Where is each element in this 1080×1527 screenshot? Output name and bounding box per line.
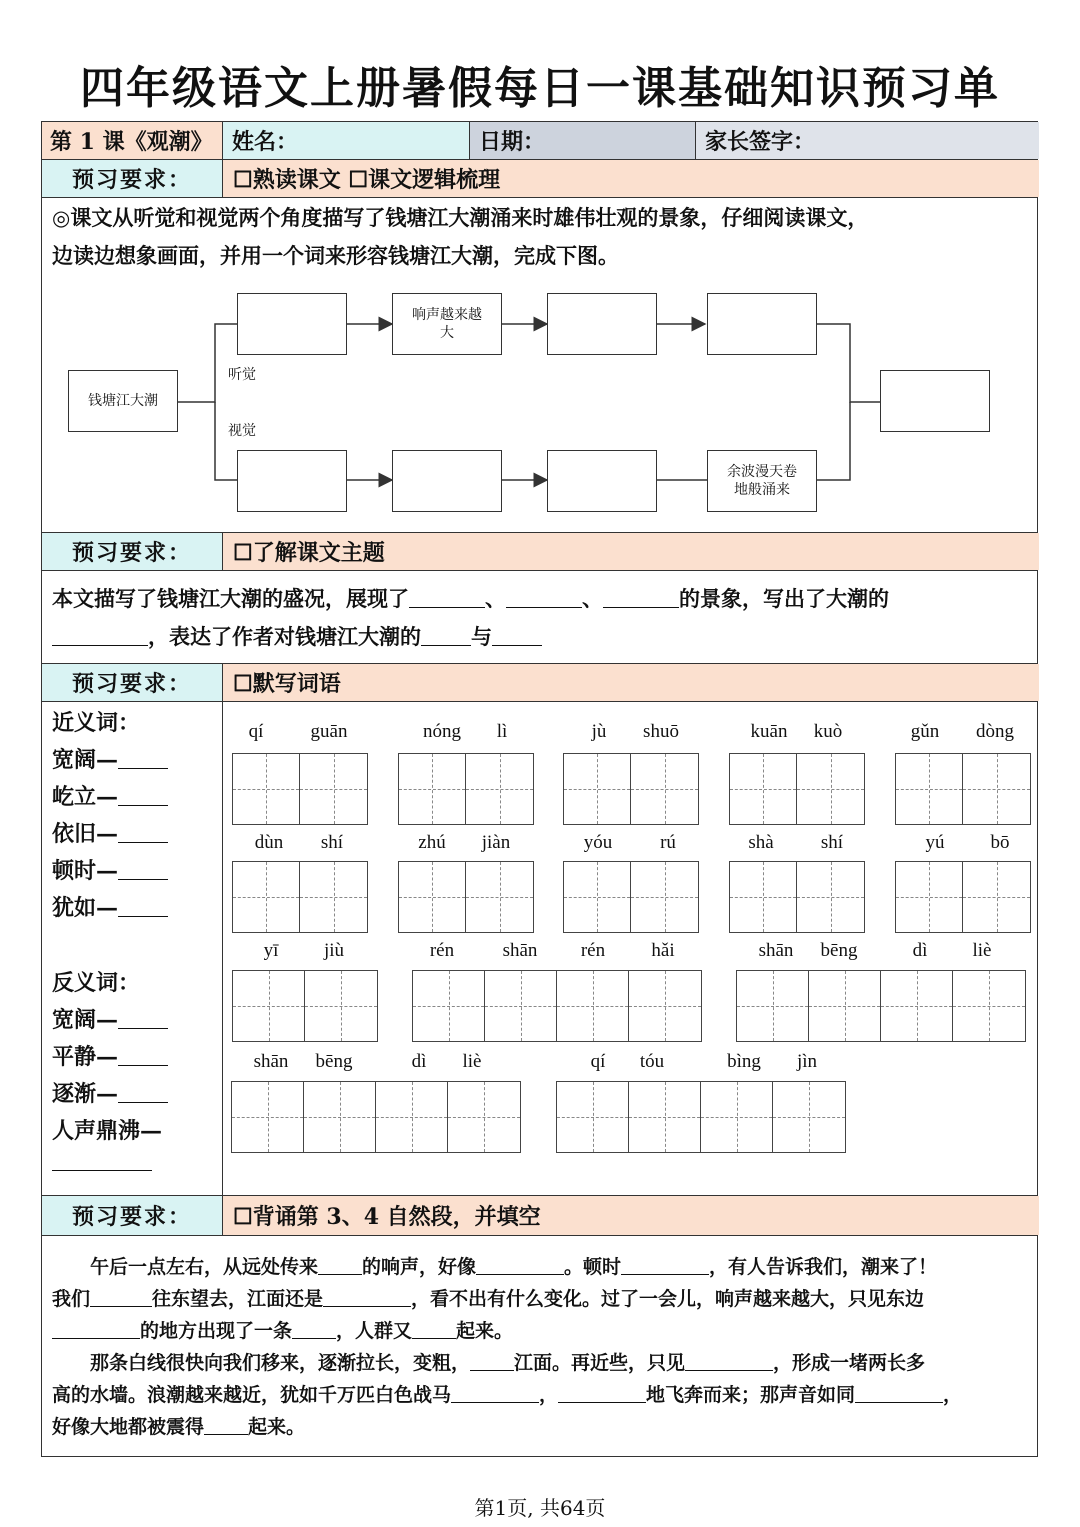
pinyin: yī — [263, 940, 279, 961]
writing-grid[interactable] — [232, 861, 368, 933]
pinyin: shān — [253, 1051, 289, 1072]
writing-grid[interactable] — [563, 861, 699, 933]
pinyin: shān — [758, 940, 794, 961]
pinyin: dùn — [254, 832, 284, 853]
theme-text: 本文描写了钱塘江大潮的盛况，展现了 、 、 的景象，写出了大潮的 ，表达了作者对钱塘江大潮的 与 — [52, 586, 889, 649]
antonyms-heading: 反义词： — [52, 970, 141, 996]
pinyin: yóu — [583, 832, 613, 853]
diagram-root-node: 钱塘江大潮 — [68, 370, 178, 432]
synonym-item: 屹立— — [52, 780, 168, 811]
recite-text: 午后一点左右，从远处传来 的响声，好像 。顿时 ，有人告诉我们，潮来了！ 我们 往东望去，江面还是 ，看不出有什么变化。过了一会儿，响声越来越大，只见东边 的地方出现了一条 ，人群又 起来。 那条白线很快向我们移来，逐渐拉长，变粗， 江面。再近些，只见 ，形成一堵两长多 高的水墙。浪潮越来越近，犹如千万匹白色战马 ， 地飞奔而来；那声音如同 ， 好像大地都被震得 起来。 — [52, 1256, 963, 1438]
writing-grid[interactable] — [232, 753, 368, 825]
writing-grid[interactable] — [895, 861, 1031, 933]
pinyin: gǔn — [910, 721, 940, 742]
diagram-blank-node[interactable] — [547, 450, 657, 512]
pinyin: qí — [248, 721, 264, 742]
requirement-label: 预习要求： — [42, 1196, 222, 1235]
pinyin: bēng — [315, 1051, 353, 1072]
writing-grid[interactable] — [232, 970, 378, 1042]
requirement-content[interactable]: ☐熟读课文 ☐课文逻辑梳理 — [223, 160, 1039, 197]
worksheet — [41, 121, 1038, 1457]
date-field[interactable]: 日期： — [469, 122, 695, 159]
synonym-item: 顿时— — [52, 854, 168, 885]
pinyin: liè — [462, 1051, 482, 1072]
writing-grid[interactable] — [412, 970, 702, 1042]
diagram-blank-node[interactable] — [707, 293, 817, 355]
page-title: 四年级语文上册暑假每日一课基础知识预习单 — [80, 63, 1000, 114]
writing-grid[interactable] — [231, 1081, 521, 1153]
pinyin: shuō — [643, 721, 679, 742]
synonym-item: 依旧— — [52, 817, 168, 848]
pinyin: shān — [502, 940, 538, 961]
synonym-item: 犹如— — [52, 891, 168, 922]
diagram-blank-node[interactable] — [392, 450, 502, 512]
pinyin: lì — [496, 721, 508, 742]
synonym-item: 宽阔— — [52, 743, 168, 774]
pinyin: shà — [748, 832, 774, 853]
lesson-title: 第 1 课《观潮》 — [42, 122, 222, 159]
pinyin: qí — [590, 1051, 606, 1072]
intro-text: ◎课文从听觉和视觉两个角度描写了钱塘江大潮涌来时雄伟壮观的景象，仔细阅读课文， 边读边想象画面，并用一个词来形容钱塘江大潮，完成下图。 — [52, 205, 869, 268]
writing-grid[interactable] — [895, 753, 1031, 825]
requirement-content[interactable]: ☐背诵第 3、4 自然段，并填空 — [223, 1196, 1039, 1235]
writing-grid[interactable] — [736, 970, 1026, 1042]
pinyin: nóng — [423, 721, 461, 742]
writing-grid[interactable] — [398, 861, 534, 933]
page-number: 第1页, 共64页 — [474, 1496, 606, 1520]
pinyin: dòng — [976, 721, 1014, 742]
requirement-label: 预习要求： — [42, 664, 222, 701]
pinyin: dì — [411, 1051, 427, 1072]
antonym-item: 平静— — [52, 1040, 168, 1071]
pinyin: tóu — [639, 1051, 665, 1072]
pinyin: rén — [580, 940, 606, 961]
pinyin: shí — [320, 832, 344, 853]
pinyin: jiàn — [481, 832, 511, 853]
pinyin: zhú — [418, 832, 446, 853]
writing-grid[interactable] — [556, 1081, 846, 1153]
pinyin: rú — [660, 832, 676, 853]
diagram-top-node: 响声越来越大 — [392, 293, 502, 355]
diagram-blank-node[interactable] — [237, 450, 347, 512]
pinyin: bō — [990, 832, 1010, 853]
antonym-item: 人声鼎沸— — [52, 1118, 163, 1144]
antonym-answer-line[interactable] — [52, 1148, 152, 1175]
requirement-label: 预习要求： — [42, 160, 222, 197]
hearing-label: 听觉 — [228, 367, 256, 383]
pinyin: jìn — [796, 1051, 818, 1072]
pinyin: rén — [429, 940, 455, 961]
pinyin: jiù — [323, 940, 345, 961]
pinyin: jù — [591, 721, 607, 742]
pinyin: kuò — [813, 721, 843, 742]
pinyin: bēng — [820, 940, 858, 961]
pinyin: guān — [310, 721, 348, 742]
writing-grid[interactable] — [563, 753, 699, 825]
pinyin: yú — [925, 832, 945, 853]
pinyin: shí — [820, 832, 844, 853]
requirement-content[interactable]: ☐了解课文主题 — [223, 533, 1039, 570]
diagram-blank-node[interactable] — [547, 293, 657, 355]
antonym-item: 逐渐— — [52, 1077, 168, 1108]
pinyin: hǎi — [651, 940, 675, 961]
pinyin: liè — [972, 940, 992, 961]
synonyms-heading: 近义词： — [52, 710, 141, 736]
writing-grid[interactable] — [729, 753, 865, 825]
requirement-label: 预习要求： — [42, 533, 222, 570]
requirement-content[interactable]: ☐默写词语 — [223, 664, 1039, 701]
diagram-blank-node[interactable] — [237, 293, 347, 355]
diagram-summary-node[interactable] — [880, 370, 990, 432]
antonym-item: 宽阔— — [52, 1003, 168, 1034]
parent-signature-field[interactable]: 家长签字： — [695, 122, 1039, 159]
pinyin: bìng — [727, 1051, 761, 1072]
writing-grid[interactable] — [398, 753, 534, 825]
name-field[interactable]: 姓名： — [222, 122, 469, 159]
pinyin: kuān — [750, 721, 788, 742]
pinyin: dì — [912, 940, 928, 961]
vision-label: 视觉 — [228, 423, 256, 439]
diagram-bottom-node: 余波漫天卷地般涌来 — [707, 450, 817, 512]
writing-grid[interactable] — [729, 861, 865, 933]
